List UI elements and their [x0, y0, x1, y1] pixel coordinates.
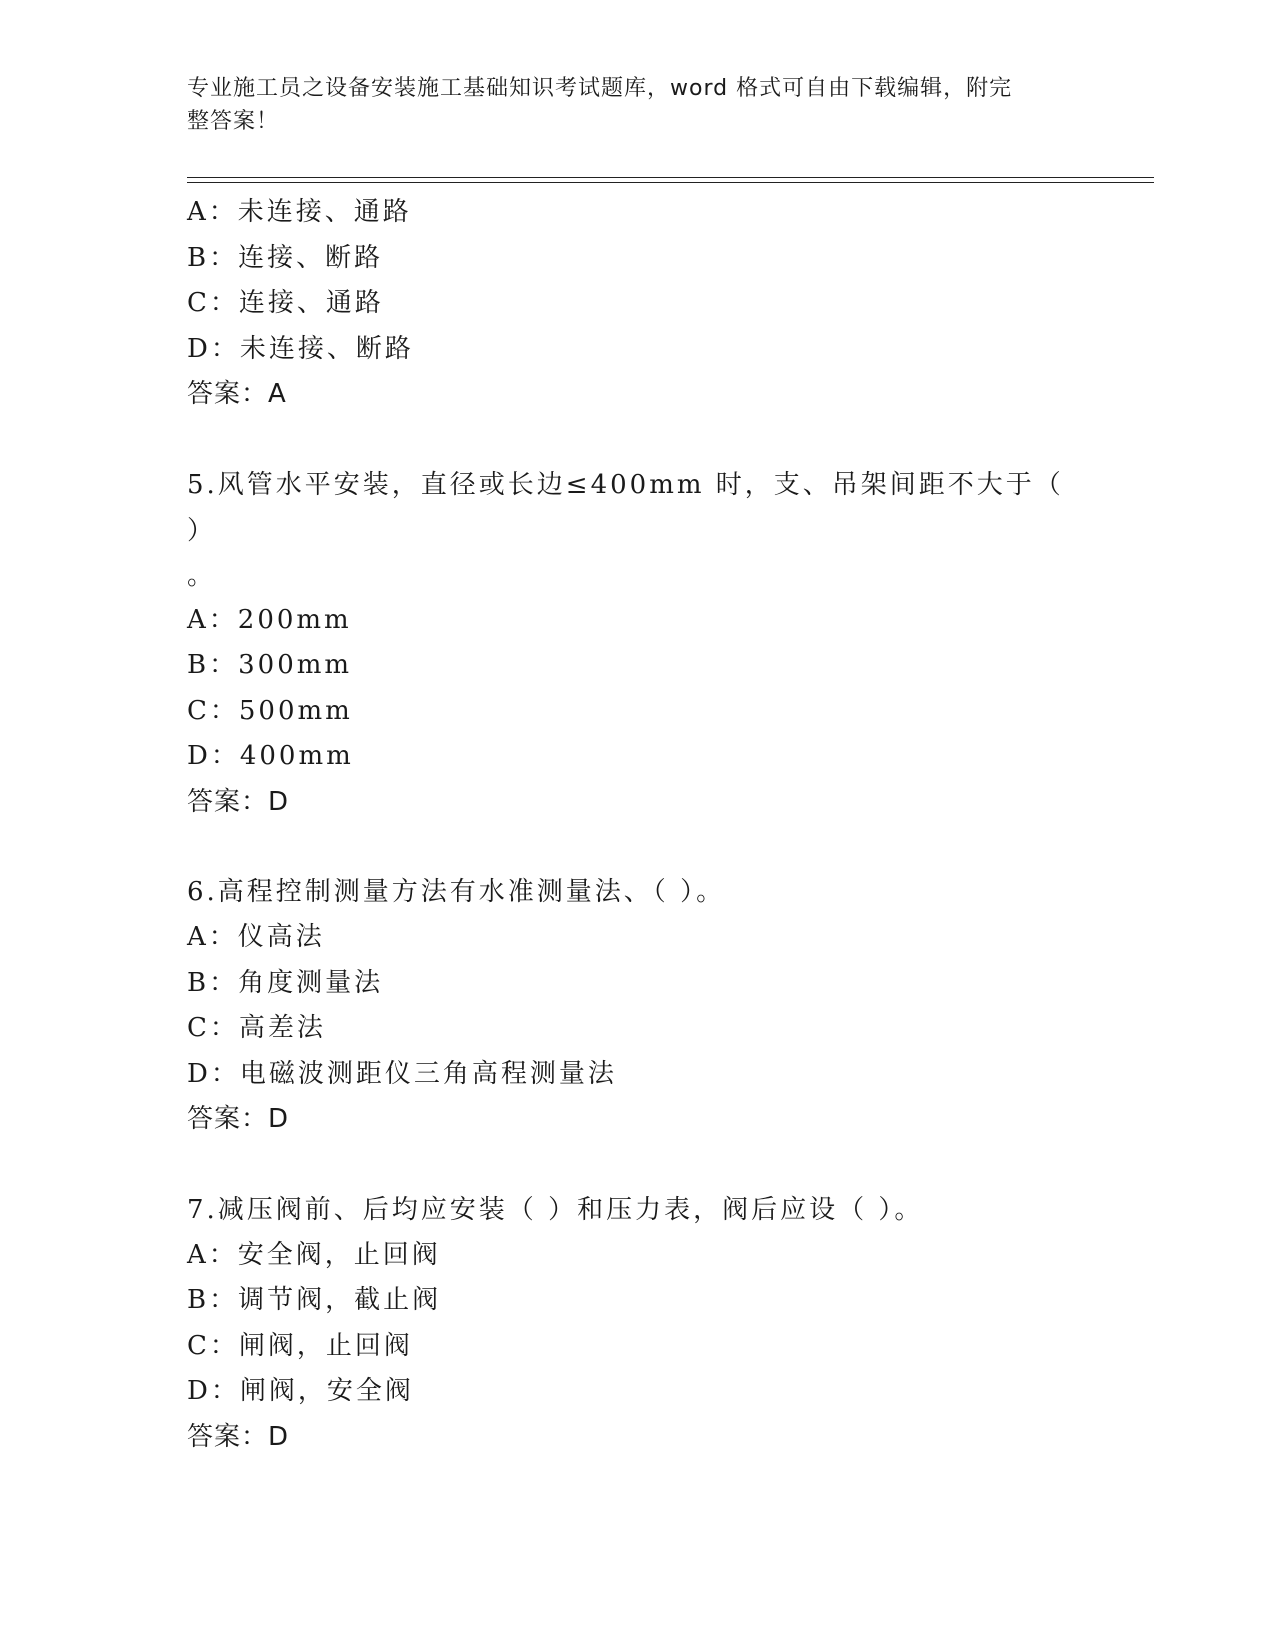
document-header [187, 72, 1067, 138]
q7-option-a: A：安全阀，止回阀 [187, 1239, 441, 1270]
q6-option-d: D：电磁波测距仪三角高程测量法 [187, 1058, 617, 1089]
q6-option-b: B：角度测量法 [187, 967, 384, 998]
q5-option-b: B：300mm [187, 650, 353, 680]
q7-option-b: B：调节阀，截止阀 [187, 1285, 442, 1315]
question-6-block [187, 869, 1087, 1143]
q5-question-continuation: 。 [187, 560, 217, 591]
q4-option-a: A：未连接、通路 [187, 197, 412, 227]
q5-answer: 答案：D [187, 786, 290, 817]
q5-question-text: 5.风管水平安装，直径或长边≤400mm 时，支、吊架间距不大于（ ） [187, 469, 1064, 546]
q6-option-a: A：仪高法 [187, 922, 325, 952]
q7-option-d: D：闸阀，安全阀 [187, 1376, 414, 1406]
q6-question-text: 6.高程控制测量方法有水准测量法、（ ）。 [187, 877, 726, 907]
q4-answer: 答案：A [187, 379, 287, 409]
header-line-1: 专业施工员之设备安装施工基础知识考试题库，word 格式可自由下载编辑，附完 [187, 76, 1013, 101]
header-line-2: 整答案！ [187, 109, 280, 134]
q5-option-c: C：500mm [187, 695, 353, 726]
question-4-block [187, 190, 1087, 418]
q6-answer: 答案：D [187, 1104, 290, 1134]
q4-option-d: D：未连接、断路 [187, 333, 414, 364]
q5-option-a: A：200mm [187, 604, 352, 635]
q7-answer: 答案：D [187, 1421, 290, 1452]
q7-question-text: 7.减压阀前、后均应安装（ ）和压力表，阀后应设（ ）。 [187, 1194, 924, 1225]
question-7-block [187, 1187, 1087, 1461]
question-list [187, 190, 1087, 1460]
q6-option-c: C：高差法 [187, 1013, 326, 1043]
q5-option-d: D：400mm [187, 741, 354, 771]
header-divider-bottom [187, 182, 1154, 183]
header-divider-top [187, 177, 1154, 178]
q4-option-b: B：连接、断路 [187, 242, 384, 273]
question-5-block [187, 462, 1087, 826]
q4-option-c: C：连接、通路 [187, 288, 384, 318]
q7-option-c: C：闸阀，止回阀 [187, 1330, 413, 1361]
